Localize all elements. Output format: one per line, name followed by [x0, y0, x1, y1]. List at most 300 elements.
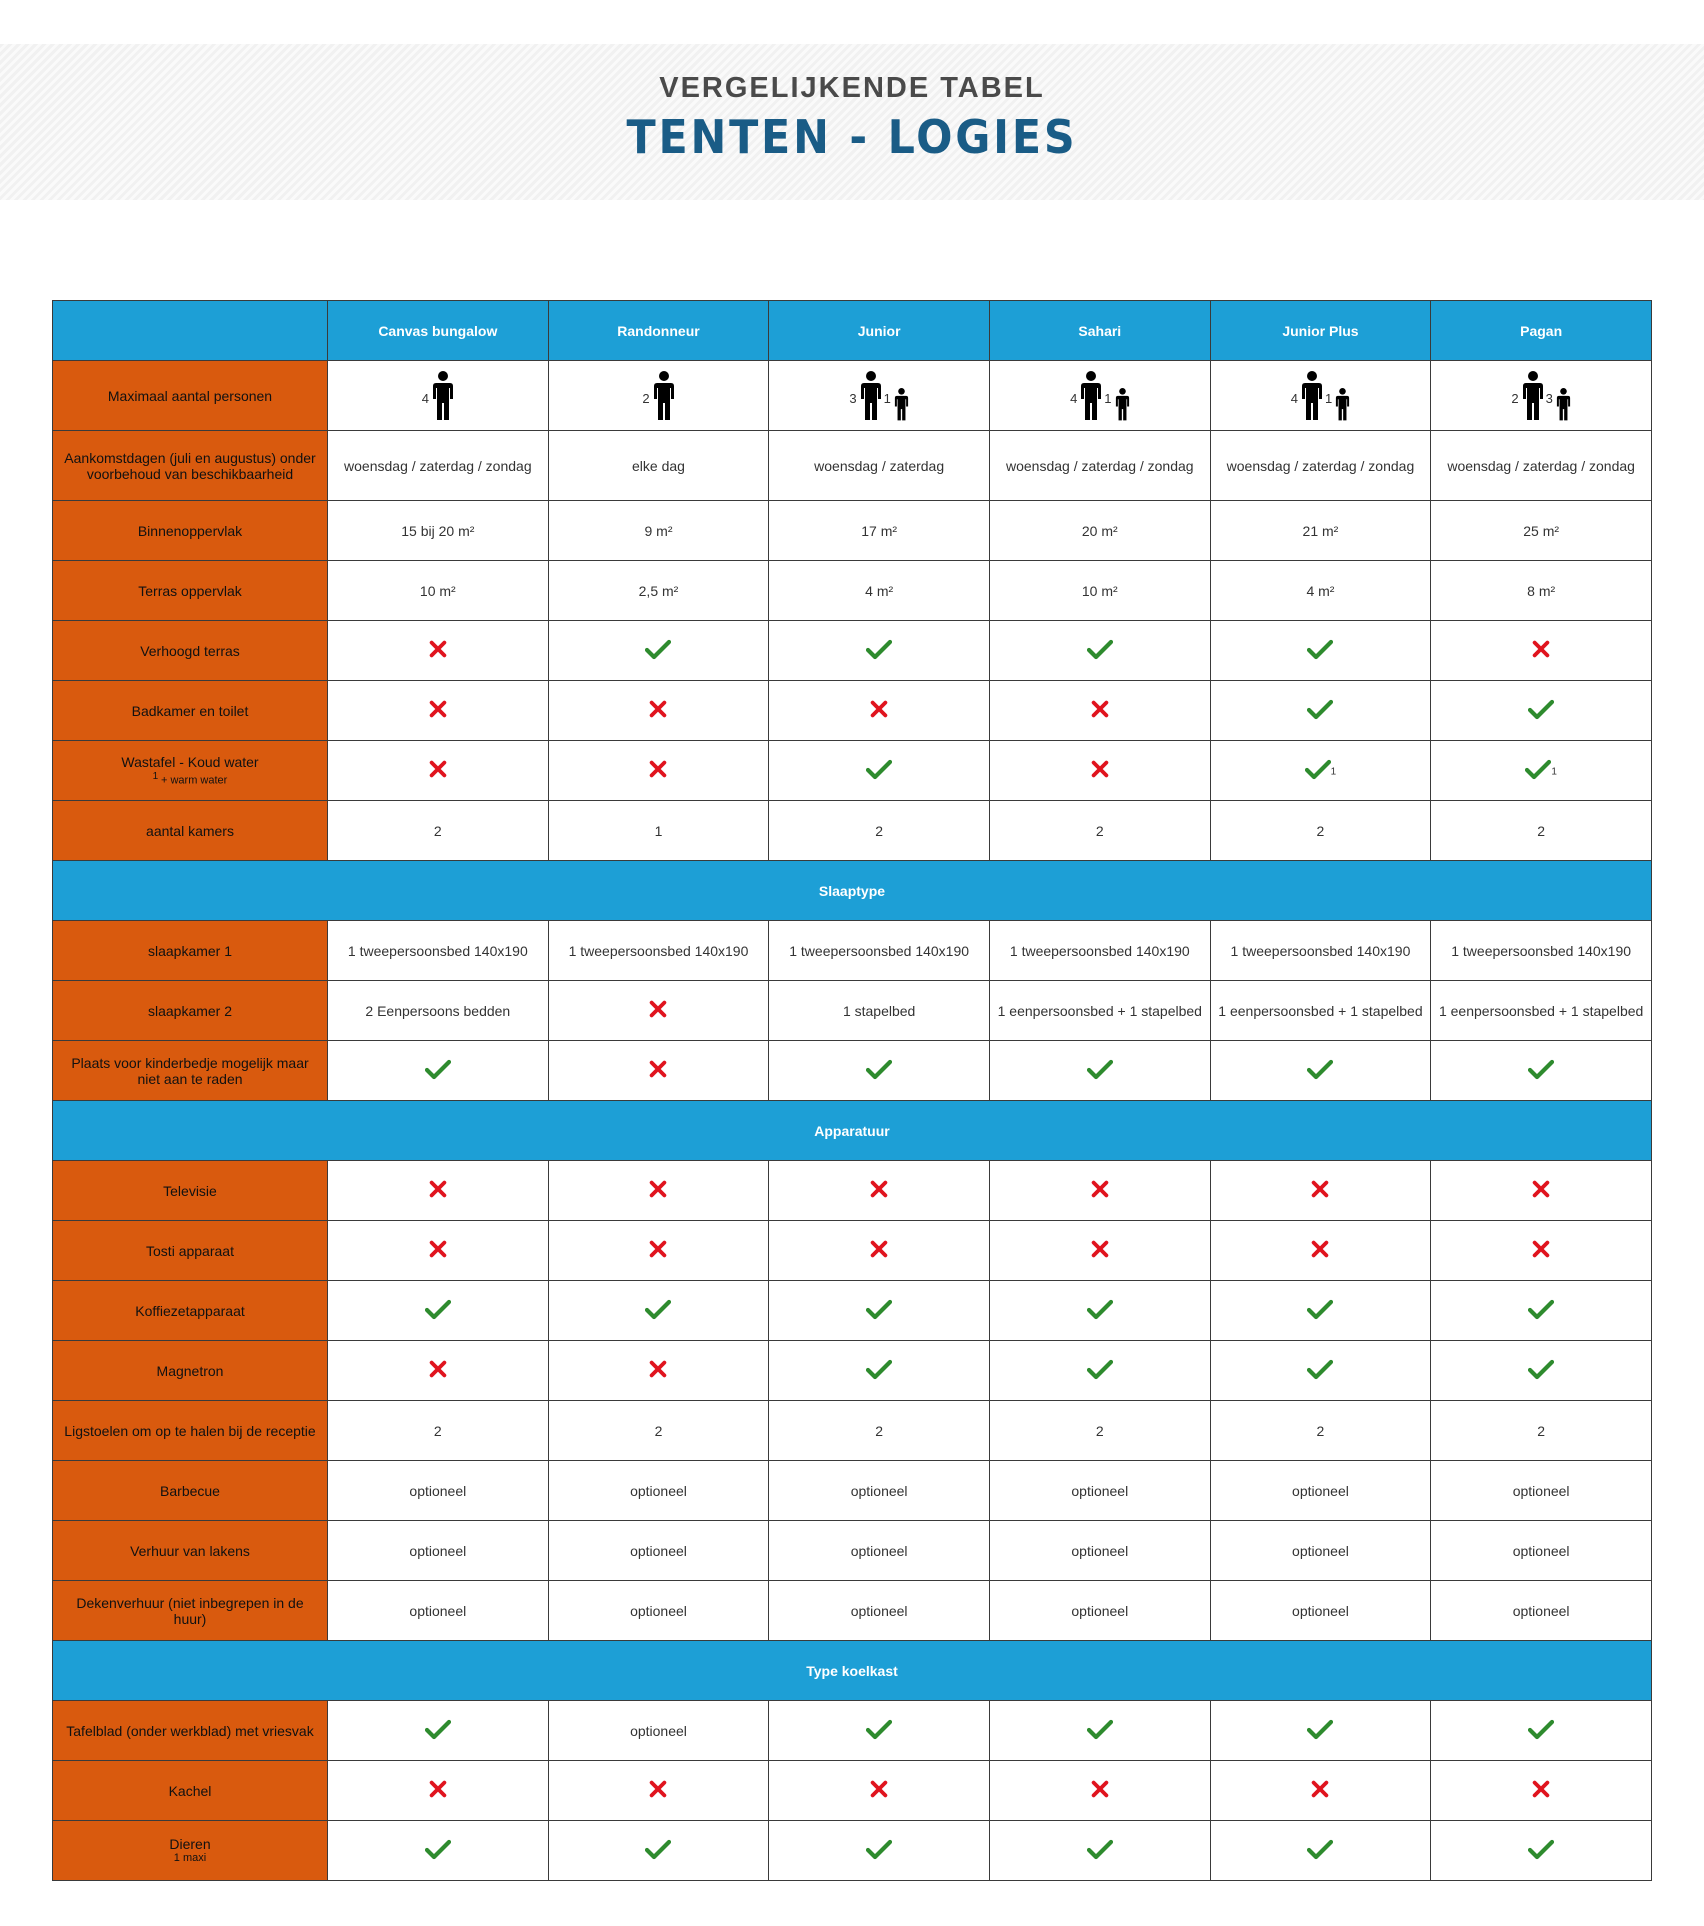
value-check [989, 1701, 1210, 1761]
value-cross [548, 1341, 769, 1401]
value-text: optioneel [1431, 1581, 1652, 1641]
value-check [548, 1281, 769, 1341]
value-text: optioneel [1431, 1521, 1652, 1581]
value-persons [769, 361, 990, 431]
check-icon [1528, 1058, 1554, 1080]
value-text: optioneel [548, 1581, 769, 1641]
cross-icon [869, 699, 889, 719]
value-cross [989, 1761, 1210, 1821]
value-text: 25 m² [1431, 501, 1652, 561]
cross-icon [1090, 699, 1110, 719]
value-text: 1 tweepersoonsbed 140x190 [769, 921, 990, 981]
adults-count: 2 [1511, 390, 1519, 406]
row-label [53, 1761, 328, 1821]
check-icon [425, 1838, 451, 1860]
value-cross [548, 981, 769, 1041]
value-text: 1 tweepersoonsbed 140x190 [989, 921, 1210, 981]
value-text: 2 [769, 1401, 990, 1461]
check-icon [425, 1718, 451, 1740]
value-text: 2 [989, 801, 1210, 861]
value-text: optioneel [328, 1461, 549, 1521]
check-icon [1305, 758, 1331, 780]
value-text: 8 m² [1431, 561, 1652, 621]
check-icon [866, 1358, 892, 1380]
value-text: optioneel [989, 1461, 1210, 1521]
section-koelkast [53, 1641, 1652, 1701]
row-label-note: 1 maxi [173, 1852, 207, 1864]
value-check [1431, 1041, 1652, 1101]
value-check [769, 1821, 990, 1881]
check-icon [866, 1298, 892, 1320]
value-text: optioneel [769, 1461, 990, 1521]
value-text: 2 Eenpersoons bedden [328, 981, 549, 1041]
value-text: optioneel [989, 1581, 1210, 1641]
value-text: 1 tweepersoonsbed 140x190 [1210, 921, 1431, 981]
cross-icon [1090, 1179, 1110, 1199]
check-icon [1528, 1718, 1554, 1740]
row-label-text: Verhuur van lakens [130, 1542, 250, 1559]
check-icon [866, 758, 892, 780]
check-icon [645, 638, 671, 660]
row-label [53, 1521, 328, 1581]
table-row [53, 1041, 1652, 1101]
cross-icon [869, 1239, 889, 1259]
row-label [53, 681, 328, 741]
table-row [53, 1281, 1652, 1341]
check-icon [866, 1058, 892, 1080]
row-label-text: Ligstoelen om op te halen bij de receptie [64, 1422, 316, 1439]
value-check [328, 1821, 549, 1881]
row-label-text: aantal kamers [146, 822, 234, 839]
value-text: 15 bij 20 m² [328, 501, 549, 561]
value-persons [989, 361, 1210, 431]
value-check [548, 621, 769, 681]
adults-count: 2 [642, 390, 650, 406]
cross-icon [869, 1179, 889, 1199]
value-cross [769, 1161, 990, 1221]
check-icon [866, 1838, 892, 1860]
value-text: 21 m² [1210, 501, 1431, 561]
adult-person-icon [1301, 371, 1323, 421]
children-count: 3 [1545, 390, 1553, 406]
section-slaaptype [53, 861, 1652, 921]
row-label [53, 561, 328, 621]
value-check [1210, 1821, 1431, 1881]
cross-icon [1531, 1239, 1551, 1259]
check-icon [645, 1298, 671, 1320]
row-label-text: Verhoogd terras [140, 642, 240, 659]
row-label [53, 621, 328, 681]
row-label-text: Tafelblad (onder werkblad) met vriesvak [66, 1722, 314, 1739]
check-icon [1528, 1838, 1554, 1860]
row-label-text: Televisie [163, 1182, 217, 1199]
row-label [53, 1161, 328, 1221]
cross-icon [648, 999, 668, 1019]
value-text: 17 m² [769, 501, 990, 561]
value-check [989, 621, 1210, 681]
cross-icon [648, 1059, 668, 1079]
check-icon [1307, 1058, 1333, 1080]
value-text: optioneel [328, 1581, 549, 1641]
cross-icon [869, 1779, 889, 1799]
row-label [53, 501, 328, 561]
value-cross [328, 621, 549, 681]
check-icon [1307, 1838, 1333, 1860]
check-icon [866, 1718, 892, 1740]
value-text: 20 m² [989, 501, 1210, 561]
child-person-icon [1556, 388, 1571, 421]
row-label [53, 981, 328, 1041]
value-persons [1210, 361, 1431, 431]
row-label [53, 1821, 328, 1881]
value-cross [548, 681, 769, 741]
check-icon [425, 1298, 451, 1320]
value-check [769, 621, 990, 681]
page-subtitle: VERGELIJKENDE TABEL [659, 72, 1045, 104]
table-row [53, 501, 1652, 561]
child-person-icon [1335, 388, 1350, 421]
value-cross [548, 1761, 769, 1821]
value-cross [328, 681, 549, 741]
value-cross [328, 1341, 549, 1401]
row-label [53, 801, 328, 861]
value-text: optioneel [1431, 1461, 1652, 1521]
cross-icon [1310, 1779, 1330, 1799]
row-label [53, 921, 328, 981]
value-cross [989, 1221, 1210, 1281]
row-label [53, 431, 328, 501]
value-text: woensdag / zaterdag / zondag [1431, 431, 1652, 501]
value-check [769, 1701, 990, 1761]
value-text: 1 tweepersoonsbed 140x190 [548, 921, 769, 981]
section-heading: Slaaptype [53, 861, 1652, 921]
adult-person-icon [432, 371, 454, 421]
value-text: 10 m² [989, 561, 1210, 621]
value-text: 2 [1431, 801, 1652, 861]
value-text: 2,5 m² [548, 561, 769, 621]
value-cross [328, 1221, 549, 1281]
row-label-text: Binnenoppervlak [137, 522, 243, 539]
check-icon [1087, 1298, 1113, 1320]
table-row [53, 741, 1652, 801]
value-text: 4 m² [1210, 561, 1431, 621]
section-heading: Type koelkast [53, 1641, 1652, 1701]
value-check [328, 1281, 549, 1341]
table-row [53, 1161, 1652, 1221]
row-label-text: Kachel [168, 1782, 212, 1799]
row-label [53, 1281, 328, 1341]
cross-icon [428, 1359, 448, 1379]
row-label-text: Koffiezetapparaat [135, 1302, 245, 1319]
row-label-text: Barbecue [160, 1482, 220, 1499]
row-label [53, 1221, 328, 1281]
value-text: 1 eenpersoonsbed + 1 stapelbed [1210, 981, 1431, 1041]
row-label-text: slaapkamer 1 [147, 942, 233, 959]
value-text: optioneel [328, 1521, 549, 1581]
value-cross [1431, 1161, 1652, 1221]
cross-icon [428, 759, 448, 779]
table-row [53, 921, 1652, 981]
check-icon [1307, 698, 1333, 720]
value-cross [1431, 621, 1652, 681]
value-cross [548, 1041, 769, 1101]
value-check [769, 1341, 990, 1401]
value-cross [1210, 1221, 1431, 1281]
column-header: Randonneur [548, 301, 769, 361]
value-text: woensdag / zaterdag / zondag [1210, 431, 1431, 501]
table-row [53, 361, 1652, 431]
value-text: 1 tweepersoonsbed 140x190 [328, 921, 549, 981]
table-row [53, 981, 1652, 1041]
adults-count: 4 [1290, 390, 1298, 406]
cross-icon [648, 759, 668, 779]
value-cross [989, 681, 1210, 741]
check-icon [1307, 1298, 1333, 1320]
header-corner [53, 301, 328, 361]
check-icon [1087, 638, 1113, 660]
value-check [1210, 681, 1431, 741]
children-count: 1 [1324, 390, 1333, 406]
value-check [1210, 621, 1431, 681]
value-text: 1 tweepersoonsbed 140x190 [1431, 921, 1652, 981]
value-text: optioneel [1210, 1461, 1431, 1521]
row-label-text: Badkamer en toilet [131, 702, 249, 719]
cross-icon [1310, 1239, 1330, 1259]
value-text: 2 [1431, 1401, 1652, 1461]
check-icon [1525, 758, 1551, 780]
value-cross [548, 1221, 769, 1281]
cross-icon [1531, 639, 1551, 659]
cross-icon [428, 1779, 448, 1799]
check-icon [1087, 1358, 1113, 1380]
value-check [989, 1041, 1210, 1101]
table-row [53, 561, 1652, 621]
value-cross [769, 681, 990, 741]
table-row [53, 1401, 1652, 1461]
check-icon [1528, 1298, 1554, 1320]
value-text: 10 m² [328, 561, 549, 621]
value-text: optioneel [548, 1521, 769, 1581]
check-icon [1307, 638, 1333, 660]
row-label-text: Dekenverhuur (niet inbegrepen in de huur) [76, 1594, 304, 1627]
adult-person-icon [860, 371, 882, 421]
cross-icon [1310, 1179, 1330, 1199]
value-check [1431, 1341, 1652, 1401]
section-apparatuur [53, 1101, 1652, 1161]
table-row [53, 1521, 1652, 1581]
row-label-text: Tosti apparaat [146, 1242, 234, 1259]
value-text: 1 eenpersoonsbed + 1 stapelbed [1431, 981, 1652, 1041]
row-label-text: Terras oppervlak [138, 582, 242, 599]
value-persons [328, 361, 549, 431]
row-label [53, 1701, 328, 1761]
value-cross [769, 1761, 990, 1821]
value-cross [989, 741, 1210, 801]
value-cross [328, 1161, 549, 1221]
row-label-note: 1 + warm water [152, 770, 228, 787]
value-check [989, 1281, 1210, 1341]
table-row [53, 1821, 1652, 1881]
value-cross [1431, 1221, 1652, 1281]
value-check [1431, 681, 1652, 741]
table-row [53, 801, 1652, 861]
value-check [1431, 1821, 1652, 1881]
adults-count: 3 [849, 390, 857, 406]
value-cross [1210, 1761, 1431, 1821]
comparison-table [52, 300, 1652, 1881]
cross-icon [648, 1779, 668, 1799]
table-row [53, 1581, 1652, 1641]
value-text: optioneel [769, 1521, 990, 1581]
cross-icon [1531, 1779, 1551, 1799]
value-text: 2 [328, 801, 549, 861]
value-text: 2 [1210, 1401, 1431, 1461]
row-label [53, 1461, 328, 1521]
value-check [1210, 741, 1431, 801]
cross-icon [428, 699, 448, 719]
value-cross [769, 1221, 990, 1281]
check-icon [1528, 1358, 1554, 1380]
column-header: Canvas bungalow [328, 301, 549, 361]
value-text: 2 [548, 1401, 769, 1461]
column-header: Junior [769, 301, 990, 361]
row-label [53, 1341, 328, 1401]
adults-count: 4 [1070, 390, 1078, 406]
check-icon [1528, 698, 1554, 720]
column-header: Junior Plus [1210, 301, 1431, 361]
value-text: 9 m² [548, 501, 769, 561]
column-header: Pagan [1431, 301, 1652, 361]
header-row [53, 301, 1652, 361]
cross-icon [648, 1359, 668, 1379]
cross-icon [1090, 1779, 1110, 1799]
value-check [989, 1821, 1210, 1881]
table-row [53, 1761, 1652, 1821]
table-row [53, 621, 1652, 681]
value-check [769, 1041, 990, 1101]
row-label [53, 361, 328, 431]
adults-count: 4 [421, 390, 429, 406]
value-cross [548, 741, 769, 801]
adult-person-icon [1522, 371, 1544, 421]
value-persons [548, 361, 769, 431]
value-text: optioneel [1210, 1581, 1431, 1641]
cross-icon [648, 1239, 668, 1259]
check-icon [1307, 1718, 1333, 1740]
row-label [53, 1581, 328, 1641]
check-icon [1087, 1838, 1113, 1860]
value-check [769, 1281, 990, 1341]
value-text: 4 m² [769, 561, 990, 621]
footnote-marker: 1 [1330, 766, 1337, 778]
value-text: 2 [989, 1401, 1210, 1461]
value-cross [1210, 1161, 1431, 1221]
table-row [53, 431, 1652, 501]
value-text: 1 [548, 801, 769, 861]
value-text: optioneel [1210, 1521, 1431, 1581]
value-cross [548, 1161, 769, 1221]
value-check [548, 1821, 769, 1881]
cross-icon [428, 639, 448, 659]
footnote-marker: 1 [1551, 766, 1557, 778]
row-label [53, 1041, 328, 1101]
cross-icon [1090, 1239, 1110, 1259]
value-text: optioneel [989, 1521, 1210, 1581]
table-row [53, 1461, 1652, 1521]
value-text: 2 [1210, 801, 1431, 861]
value-text: 2 [769, 801, 990, 861]
cross-icon [1531, 1179, 1551, 1199]
value-text: optioneel [548, 1701, 769, 1761]
value-persons [1431, 361, 1652, 431]
value-check [1431, 1281, 1652, 1341]
value-text: 1 eenpersoonsbed + 1 stapelbed [989, 981, 1210, 1041]
check-icon [1087, 1058, 1113, 1080]
value-check [1210, 1281, 1431, 1341]
value-cross [328, 1761, 549, 1821]
row-label-text: Dieren [169, 1836, 211, 1852]
row-label-text: Maximaal aantal personen [107, 387, 273, 404]
row-label-text: Wastafel - Koud water [121, 753, 259, 770]
value-cross [1431, 1761, 1652, 1821]
table-row [53, 1221, 1652, 1281]
value-check [1210, 1041, 1431, 1101]
value-check [328, 1701, 549, 1761]
page-title: TENTEN - LOGIES [626, 110, 1078, 164]
check-icon [645, 1838, 671, 1860]
value-text: 2 [328, 1401, 549, 1461]
value-check [328, 1041, 549, 1101]
value-cross [989, 1161, 1210, 1221]
section-heading: Apparatuur [53, 1101, 1652, 1161]
value-text: optioneel [769, 1581, 990, 1641]
table-row [53, 1341, 1652, 1401]
value-text: 1 stapelbed [769, 981, 990, 1041]
check-icon [1307, 1358, 1333, 1380]
children-count: 1 [883, 390, 891, 406]
check-icon [866, 638, 892, 660]
value-check [1210, 1701, 1431, 1761]
children-count: 1 [1104, 390, 1112, 406]
table-row [53, 681, 1652, 741]
row-label [53, 741, 328, 801]
value-text: optioneel [548, 1461, 769, 1521]
cross-icon [648, 1179, 668, 1199]
row-label-text: Magnetron [156, 1362, 224, 1379]
value-check [1431, 741, 1652, 801]
cross-icon [428, 1179, 448, 1199]
value-cross [328, 741, 549, 801]
value-check [769, 741, 990, 801]
adult-person-icon [653, 371, 675, 421]
child-person-icon [1115, 388, 1130, 421]
child-person-icon [894, 388, 909, 421]
value-text: woensdag / zaterdag [769, 431, 990, 501]
value-check [1431, 1701, 1652, 1761]
row-label-text: Aankomstdagen (juli en augustus) onder voorbehoud van beschikbaarheid [64, 449, 316, 482]
check-icon [425, 1058, 451, 1080]
cross-icon [428, 1239, 448, 1259]
table-row [53, 1701, 1652, 1761]
value-text: woensdag / zaterdag / zondag [328, 431, 549, 501]
value-check [989, 1341, 1210, 1401]
row-label [53, 1401, 328, 1461]
row-label-text: Plaats voor kinderbedje mogelijk maar niet aan te raden [71, 1054, 309, 1087]
cross-icon [648, 699, 668, 719]
value-text: elke dag [548, 431, 769, 501]
cross-icon [1090, 759, 1110, 779]
check-icon [1087, 1718, 1113, 1740]
